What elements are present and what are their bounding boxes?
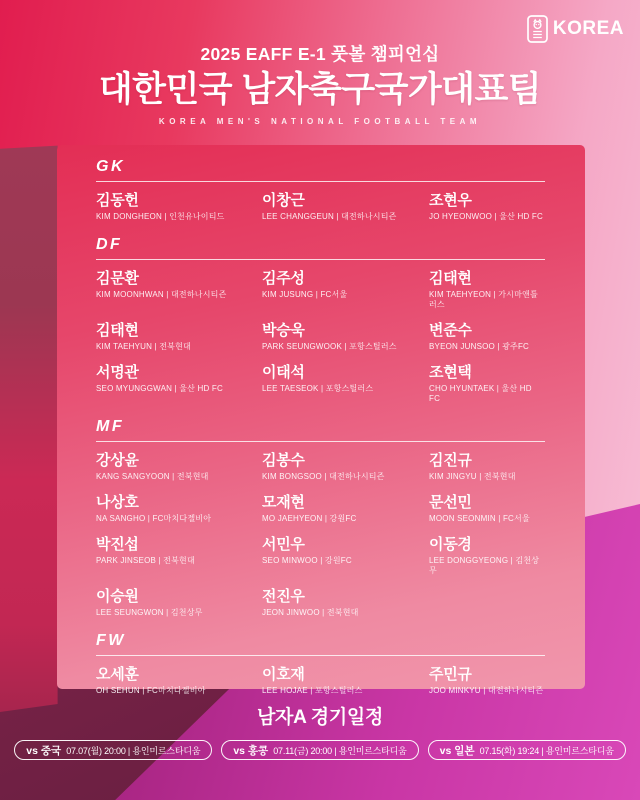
match-info: 07.07(월) 20:00 | 용인미르스타디움 [66,745,201,756]
player-name: 이창근 [262,192,305,209]
player-detail: KIM BONGSOO | 대전하나시티즌 [262,472,385,481]
player-card [96,363,262,404]
player-name: 김문환 [96,270,139,287]
player-name: 김태현 [429,270,472,287]
player-grid-gk [96,191,545,222]
player-name: 주민규 [429,666,472,683]
player-name: 김주성 [262,270,305,287]
player-detail: BYEON JUNSOO | 광주FC [429,342,530,351]
player-card [429,321,545,352]
match-info: 07.11(금) 20:00 | 용인미르스타디움 [273,745,407,756]
player-card [262,363,429,404]
player-name: 서민우 [262,536,305,553]
player-card [429,451,545,482]
player-detail: JEON JINWOO | 전북현대 [262,608,359,617]
match-info: 07.15(화) 19:24 | 용인미르스타디움 [479,745,614,756]
player-name: 변준수 [429,322,472,339]
page-title: 대한민국 남자축구국가대표팀 [98,70,542,109]
kfa-logo [527,15,624,43]
player-card [262,535,429,576]
player-detail: KIM JUSUNG | FC서울 [262,290,348,299]
player-card [262,587,429,618]
player-name: 서명관 [96,364,139,381]
player-name: 조현우 [429,192,472,209]
player-detail: JO HYEONWOO | 울산 HD FC [429,212,543,221]
player-detail: KANG SANGYOON | 전북현대 [96,472,209,481]
player-card [429,493,545,524]
player-name: 오세훈 [96,666,139,683]
player-name: 문선민 [429,494,472,511]
player-detail: NA SANGHO | FC마치다젤비아 [96,514,212,523]
player-name: 박승욱 [262,322,305,339]
player-detail: LEE CHANGGEUN | 대전하나시티즌 [262,212,397,221]
player-detail: JOO MINKYU | 대전하나시티즌 [429,686,544,695]
player-card [262,493,429,524]
player-name: 모재현 [262,494,305,511]
player-grid-fw [96,665,545,696]
player-card [96,269,262,310]
match-pill-japan [428,740,626,760]
match-opponent: vs 일본 [439,744,475,757]
player-card [96,535,262,576]
player-detail: LEE TAESEOK | 포항스틸러스 [262,384,374,393]
position-heading-gk: GK [96,158,125,175]
kfa-logo-wordmark: KOREA [552,18,624,39]
match-opponent: vs 중국 [26,744,62,757]
player-detail: KIM TAEHYUN | 전북현대 [96,342,191,351]
player-grid-df [96,269,545,404]
player-name: 조현택 [429,364,472,381]
kfa-tiger-emblem-icon [527,15,548,43]
schedule-title: 남자A 경기일정 [256,707,384,728]
section-df [96,236,545,404]
player-name: 김봉수 [262,452,305,469]
match-pill-hongkong [221,740,418,760]
player-detail: PARK SEUNGWOOK | 포항스틸러스 [262,342,397,351]
player-card [262,321,429,352]
player-card [96,321,262,352]
player-detail: CHO HYUNTAEK | 울산 HD FC [429,384,532,403]
tournament-name: 2025 EAFF E-1 풋볼 챔피언십 [200,44,440,64]
position-heading-df: DF [96,236,123,253]
player-card [262,665,429,696]
roster-card [57,145,585,695]
player-card [262,191,429,222]
player-card [429,665,545,696]
player-name: 이호재 [262,666,305,683]
player-card [429,535,545,576]
position-heading-mf: MF [96,418,125,435]
player-card [96,451,262,482]
player-detail: LEE HOJAE | 포항스틸러스 [262,686,363,695]
player-name: 김태현 [96,322,139,339]
player-detail: KIM JINGYU | 전북현대 [429,472,516,481]
player-card [262,269,429,310]
player-detail: MO JAEHYEON | 강원FC [262,514,357,523]
schedule-pill-row [0,740,640,760]
section-divider [96,441,545,442]
player-name: 박진섭 [96,536,139,553]
player-name: 김동헌 [96,192,139,209]
player-card [429,363,545,404]
player-card [96,493,262,524]
match-schedule [0,706,640,760]
player-detail: SEO MYUNGGWAN | 울산 HD FC [96,384,223,393]
player-name: 이승원 [96,588,139,605]
section-divider [96,181,545,182]
player-detail: KIM TAEHYEON | 가시마앤틀러스 [429,290,538,309]
match-opponent: vs 홍콩 [233,744,269,757]
player-detail: MOON SEONMIN | FC서울 [429,514,530,523]
position-heading-fw: FW [96,632,126,649]
player-name: 이동경 [429,536,472,553]
player-name: 이태석 [262,364,305,381]
player-card [262,451,429,482]
player-detail: OH SEHUN | FC마치다젤비아 [96,686,206,695]
player-card [96,191,262,222]
player-detail: LEE SEUNGWON | 김천상무 [96,608,203,617]
match-pill-china [14,740,212,760]
english-subtitle: KOREA MEN'S NATIONAL FOOTBALL TEAM [158,117,482,126]
player-grid-mf [96,451,545,618]
player-card [96,665,262,696]
player-card [429,191,545,222]
player-name: 전진우 [262,588,305,605]
player-name: 강상윤 [96,452,139,469]
section-mf [96,418,545,618]
player-name: 김진규 [429,452,472,469]
player-detail: KIM MOONHWAN | 대전하나시티즌 [96,290,227,299]
player-detail: SEO MINWOO | 강원FC [262,556,352,565]
player-detail: KIM DONGHEON | 인천유나이티드 [96,212,225,221]
section-gk [96,158,545,222]
player-card [96,587,262,618]
section-fw [96,632,545,696]
section-divider [96,655,545,656]
section-divider [96,259,545,260]
player-detail: PARK JINSEOB | 전북현대 [96,556,195,565]
player-name: 나상호 [96,494,139,511]
player-card [429,269,545,310]
player-detail: LEE DONGGYEONG | 김천상무 [429,556,540,575]
